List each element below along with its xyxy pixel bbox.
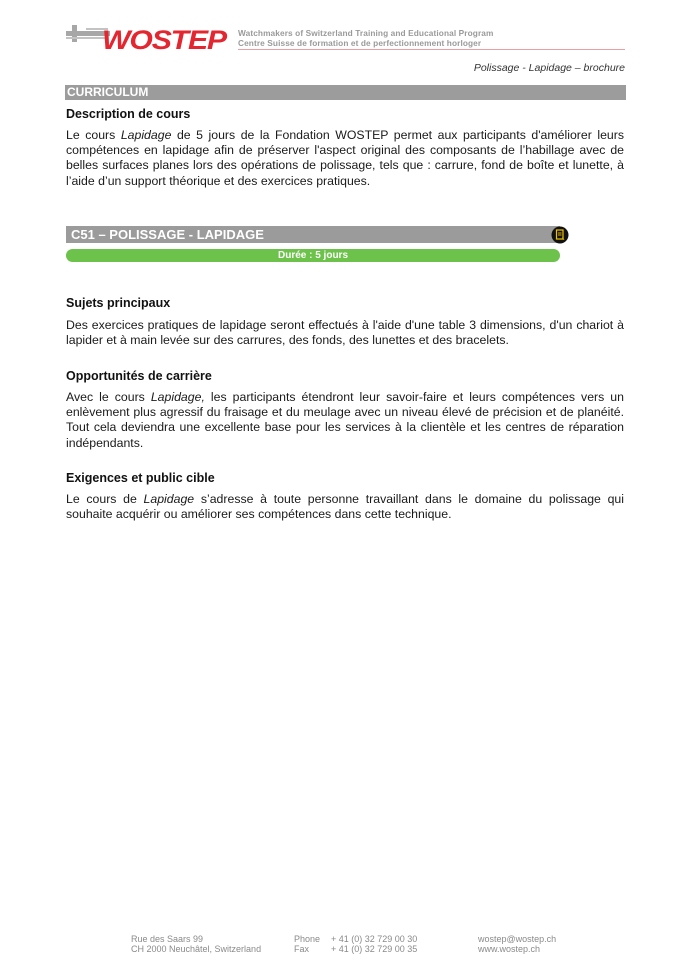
sujets-heading: Sujets principaux — [66, 296, 171, 310]
exigences-heading: Exigences et public cible — [66, 471, 215, 485]
footer-address-line1: Rue des Saars 99 — [131, 934, 204, 944]
course-title: C51 – POLISSAGE - LAPIDAGE — [71, 227, 264, 242]
opportunites-paragraph: Avec le cours Lapidage, les participants étendront leur savoir-faire et leurs compétences vers un enlèvement plus agressif du fraisage et du meulage avec un niveau élevé de précision et de planéité. Tout cela deviendra une excellente base pour les services à la clientèle et les centres de réparation indépendants. — [66, 390, 624, 450]
header-divider — [238, 49, 625, 50]
footer-website[interactable]: www.wostep.ch — [478, 944, 541, 954]
footer-fax-label: Fax — [294, 944, 310, 954]
document-level-icon — [551, 226, 569, 244]
curriculum-label: CURRICULUM — [67, 85, 149, 99]
org-name-english: Watchmakers of Switzerland Training and Educational Program — [238, 28, 494, 38]
logo-text: WOSTEP — [102, 25, 228, 52]
document-subtitle: Polissage - Lapidage – brochure — [473, 62, 625, 74]
description-paragraph: Le cours Lapidage de 5 jours de la Fondation WOSTEP permet aux participants d'améliorer leurs compétences en lapidage afin de préserver l'aspect original des composants de l’habillage avec de belles surfaces planes lors des opérations de polissage, tels que : carrure, fond de boîte et lunette, à l’aide d’un support théorique et des exercices pratiques. — [66, 128, 624, 188]
duration-label: Durée : 5 jours — [277, 250, 349, 261]
curriculum-bar — [65, 85, 626, 100]
footer-fax-value: + 41 (0) 32 729 00 35 — [331, 944, 418, 954]
description-heading: Description de cours — [66, 107, 191, 121]
footer-phone-value: + 41 (0) 32 729 00 30 — [331, 934, 418, 944]
footer-email[interactable]: wostep@wostep.ch — [478, 934, 557, 944]
footer-phone-label: Phone — [294, 934, 321, 944]
exigences-paragraph: Le cours de Lapidage s’adresse à toute personne travaillant dans le domaine du polissage qui souhaite acquérir ou améliorer ses compétences dans cette technique. — [66, 492, 624, 522]
org-name-french: Centre Suisse de formation et de perfectionnement horloger — [238, 38, 482, 48]
sujets-paragraph: Des exercices pratiques de lapidage seront effectués à l'aide d'une table 3 dimensions, d'un chariot à lapider et à main levée sur des carrures, des fonds, des lunettes et des bracelets. — [66, 318, 624, 348]
footer-address-line2: CH 2000 Neuchâtel, Switzerland — [131, 944, 262, 954]
wostep-logo — [66, 22, 228, 52]
opportunites-heading: Opportunités de carrière — [66, 369, 212, 383]
